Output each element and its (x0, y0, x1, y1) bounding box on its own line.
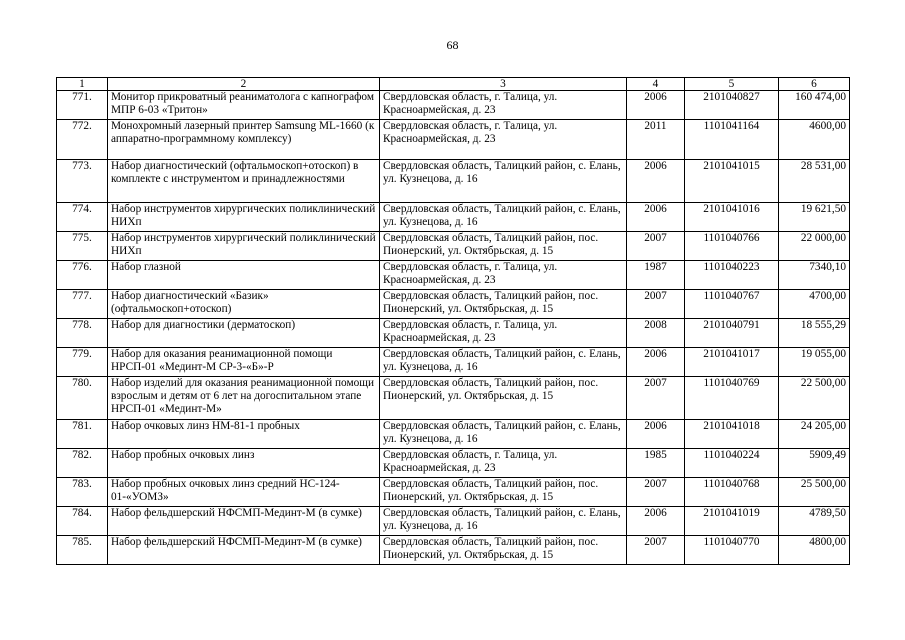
column-header-3: 3 (380, 78, 627, 91)
item-name: Набор пробных очковых линз средний НС-124-01-«УОМЗ» (108, 478, 380, 507)
item-year: 2006 (627, 420, 685, 449)
inventory-table (56, 77, 850, 565)
item-name: Набор глазной (108, 261, 380, 290)
inventory-code: 2101041017 (685, 348, 779, 377)
inventory-code: 1101040223 (685, 261, 779, 290)
item-name: Монитор прикроватный реаниматолога с капнографом МПР 6-03 «Тритон» (108, 91, 380, 120)
inventory-code: 1101040224 (685, 449, 779, 478)
item-amount: 28 531,00 (779, 160, 850, 203)
item-year: 1985 (627, 449, 685, 478)
inventory-code: 2101041018 (685, 420, 779, 449)
row-number: 771. (57, 91, 108, 120)
inventory-code: 1101040769 (685, 377, 779, 420)
item-year: 2006 (627, 91, 685, 120)
item-amount: 24 205,00 (779, 420, 850, 449)
item-name: Набор фельдшерский НФСМП-Мединт-М (в сумке) (108, 536, 380, 565)
item-address: Свердловская область, Талицкий район, с. Елань, ул. Кузнецова, д. 16 (380, 348, 627, 377)
item-amount: 160 474,00 (779, 91, 850, 120)
table-row (57, 232, 850, 261)
item-name: Набор инструментов хирургических поликлинический НИХп (108, 203, 380, 232)
table-row (57, 290, 850, 319)
item-address: Свердловская область, Талицкий район, пос. Пионерский, ул. Октябрьская, д. 15 (380, 536, 627, 565)
item-amount: 22 500,00 (779, 377, 850, 420)
row-number: 784. (57, 507, 108, 536)
table-row (57, 377, 850, 420)
item-address: Свердловская область, Талицкий район, пос. Пионерский, ул. Октябрьская, д. 15 (380, 290, 627, 319)
item-amount: 4600,00 (779, 120, 850, 160)
column-header-1: 1 (57, 78, 108, 91)
inventory-code: 1101040767 (685, 290, 779, 319)
inventory-code: 1101040770 (685, 536, 779, 565)
item-year: 2006 (627, 507, 685, 536)
row-number: 777. (57, 290, 108, 319)
inventory-code: 2101040827 (685, 91, 779, 120)
row-number: 775. (57, 232, 108, 261)
item-address: Свердловская область, Талицкий район, пос. Пионерский, ул. Октябрьская, д. 15 (380, 377, 627, 420)
item-address: Свердловская область, Талицкий район, пос. Пионерский, ул. Октябрьская, д. 15 (380, 478, 627, 507)
item-amount: 19 621,50 (779, 203, 850, 232)
item-amount: 4700,00 (779, 290, 850, 319)
item-name: Набор для оказания реанимационной помощи НРСП-01 «Мединт-М СР-3-«Б»-Р (108, 348, 380, 377)
table-row (57, 348, 850, 377)
item-address: Свердловская область, Талицкий район, с. Елань, ул. Кузнецова, д. 16 (380, 420, 627, 449)
table-row (57, 507, 850, 536)
table-row (57, 536, 850, 565)
table-row (57, 160, 850, 203)
item-year: 2007 (627, 290, 685, 319)
row-number: 782. (57, 449, 108, 478)
item-address: Свердловская область, Талицкий район, пос. Пионерский, ул. Октябрьская, д. 15 (380, 232, 627, 261)
item-year: 2007 (627, 232, 685, 261)
item-address: Свердловская область, г. Талица, ул. Красноармейская, д. 23 (380, 120, 627, 160)
header-row (57, 78, 850, 91)
item-amount: 4789,50 (779, 507, 850, 536)
item-address: Свердловская область, Талицкий район, с. Елань, ул. Кузнецова, д. 16 (380, 507, 627, 536)
item-name: Набор изделий для оказания реанимационной помощи взрослым и детям от 6 лет на догоспитальном этапе НРСП-01 «Мединт-М» (108, 377, 380, 420)
item-year: 2006 (627, 203, 685, 232)
item-year: 2008 (627, 319, 685, 348)
table-row (57, 91, 850, 120)
row-number: 774. (57, 203, 108, 232)
item-year: 2011 (627, 120, 685, 160)
item-name: Монохромный лазерный принтер Samsung ML-1660 (к аппаратно-программному комплексу) (108, 120, 380, 160)
item-name: Набор очковых линз НМ-81-1 пробных (108, 420, 380, 449)
row-number: 781. (57, 420, 108, 449)
inventory-code: 1101041164 (685, 120, 779, 160)
inventory-code: 1101040766 (685, 232, 779, 261)
item-amount: 25 500,00 (779, 478, 850, 507)
column-header-2: 2 (108, 78, 380, 91)
item-year: 2007 (627, 478, 685, 507)
table-row (57, 420, 850, 449)
item-name: Набор инструментов хирургический поликлинический НИХп (108, 232, 380, 261)
table-row (57, 319, 850, 348)
item-name: Набор диагностический «Базик» (офтальмоскоп+отоскоп) (108, 290, 380, 319)
row-number: 785. (57, 536, 108, 565)
item-amount: 7340,10 (779, 261, 850, 290)
item-year: 1987 (627, 261, 685, 290)
item-address: Свердловская область, Талицкий район, с. Елань, ул. Кузнецова, д. 16 (380, 203, 627, 232)
row-number: 779. (57, 348, 108, 377)
item-amount: 5909,49 (779, 449, 850, 478)
row-number: 783. (57, 478, 108, 507)
item-name: Набор пробных очковых линз (108, 449, 380, 478)
item-year: 2007 (627, 536, 685, 565)
table-row (57, 449, 850, 478)
item-year: 2006 (627, 160, 685, 203)
row-number: 780. (57, 377, 108, 420)
item-address: Свердловская область, г. Талица, ул. Красноармейская, д. 23 (380, 449, 627, 478)
column-header-4: 4 (627, 78, 685, 91)
row-number: 778. (57, 319, 108, 348)
item-amount: 4800,00 (779, 536, 850, 565)
row-number: 776. (57, 261, 108, 290)
row-number: 772. (57, 120, 108, 160)
inventory-code: 2101041015 (685, 160, 779, 203)
table-row (57, 478, 850, 507)
column-header-6: 6 (779, 78, 850, 91)
item-address: Свердловская область, г. Талица, ул. Красноармейская, д. 23 (380, 91, 627, 120)
row-number: 773. (57, 160, 108, 203)
item-amount: 18 555,29 (779, 319, 850, 348)
item-amount: 19 055,00 (779, 348, 850, 377)
item-name: Набор фельдшерский НФСМП-Мединт-М (в сумке) (108, 507, 380, 536)
column-header-5: 5 (685, 78, 779, 91)
inventory-code: 2101041016 (685, 203, 779, 232)
inventory-code: 1101040768 (685, 478, 779, 507)
item-name: Набор для диагностики (дерматоскоп) (108, 319, 380, 348)
item-amount: 22 000,00 (779, 232, 850, 261)
table-body (57, 91, 850, 565)
inventory-code: 2101040791 (685, 319, 779, 348)
page-number: 68 (446, 38, 459, 52)
item-year: 2006 (627, 348, 685, 377)
item-year: 2007 (627, 377, 685, 420)
table-row (57, 261, 850, 290)
table-row (57, 203, 850, 232)
inventory-code: 2101041019 (685, 507, 779, 536)
item-address: Свердловская область, г. Талица, ул. Красноармейская, д. 23 (380, 319, 627, 348)
item-address: Свердловская область, Талицкий район, с. Елань, ул. Кузнецова, д. 16 (380, 160, 627, 203)
table-row (57, 120, 850, 160)
item-name: Набор диагностический (офтальмоскоп+отоскоп) в комплекте с инструментом и принадлежностями (108, 160, 380, 203)
item-address: Свердловская область, г. Талица, ул. Красноармейская, д. 23 (380, 261, 627, 290)
